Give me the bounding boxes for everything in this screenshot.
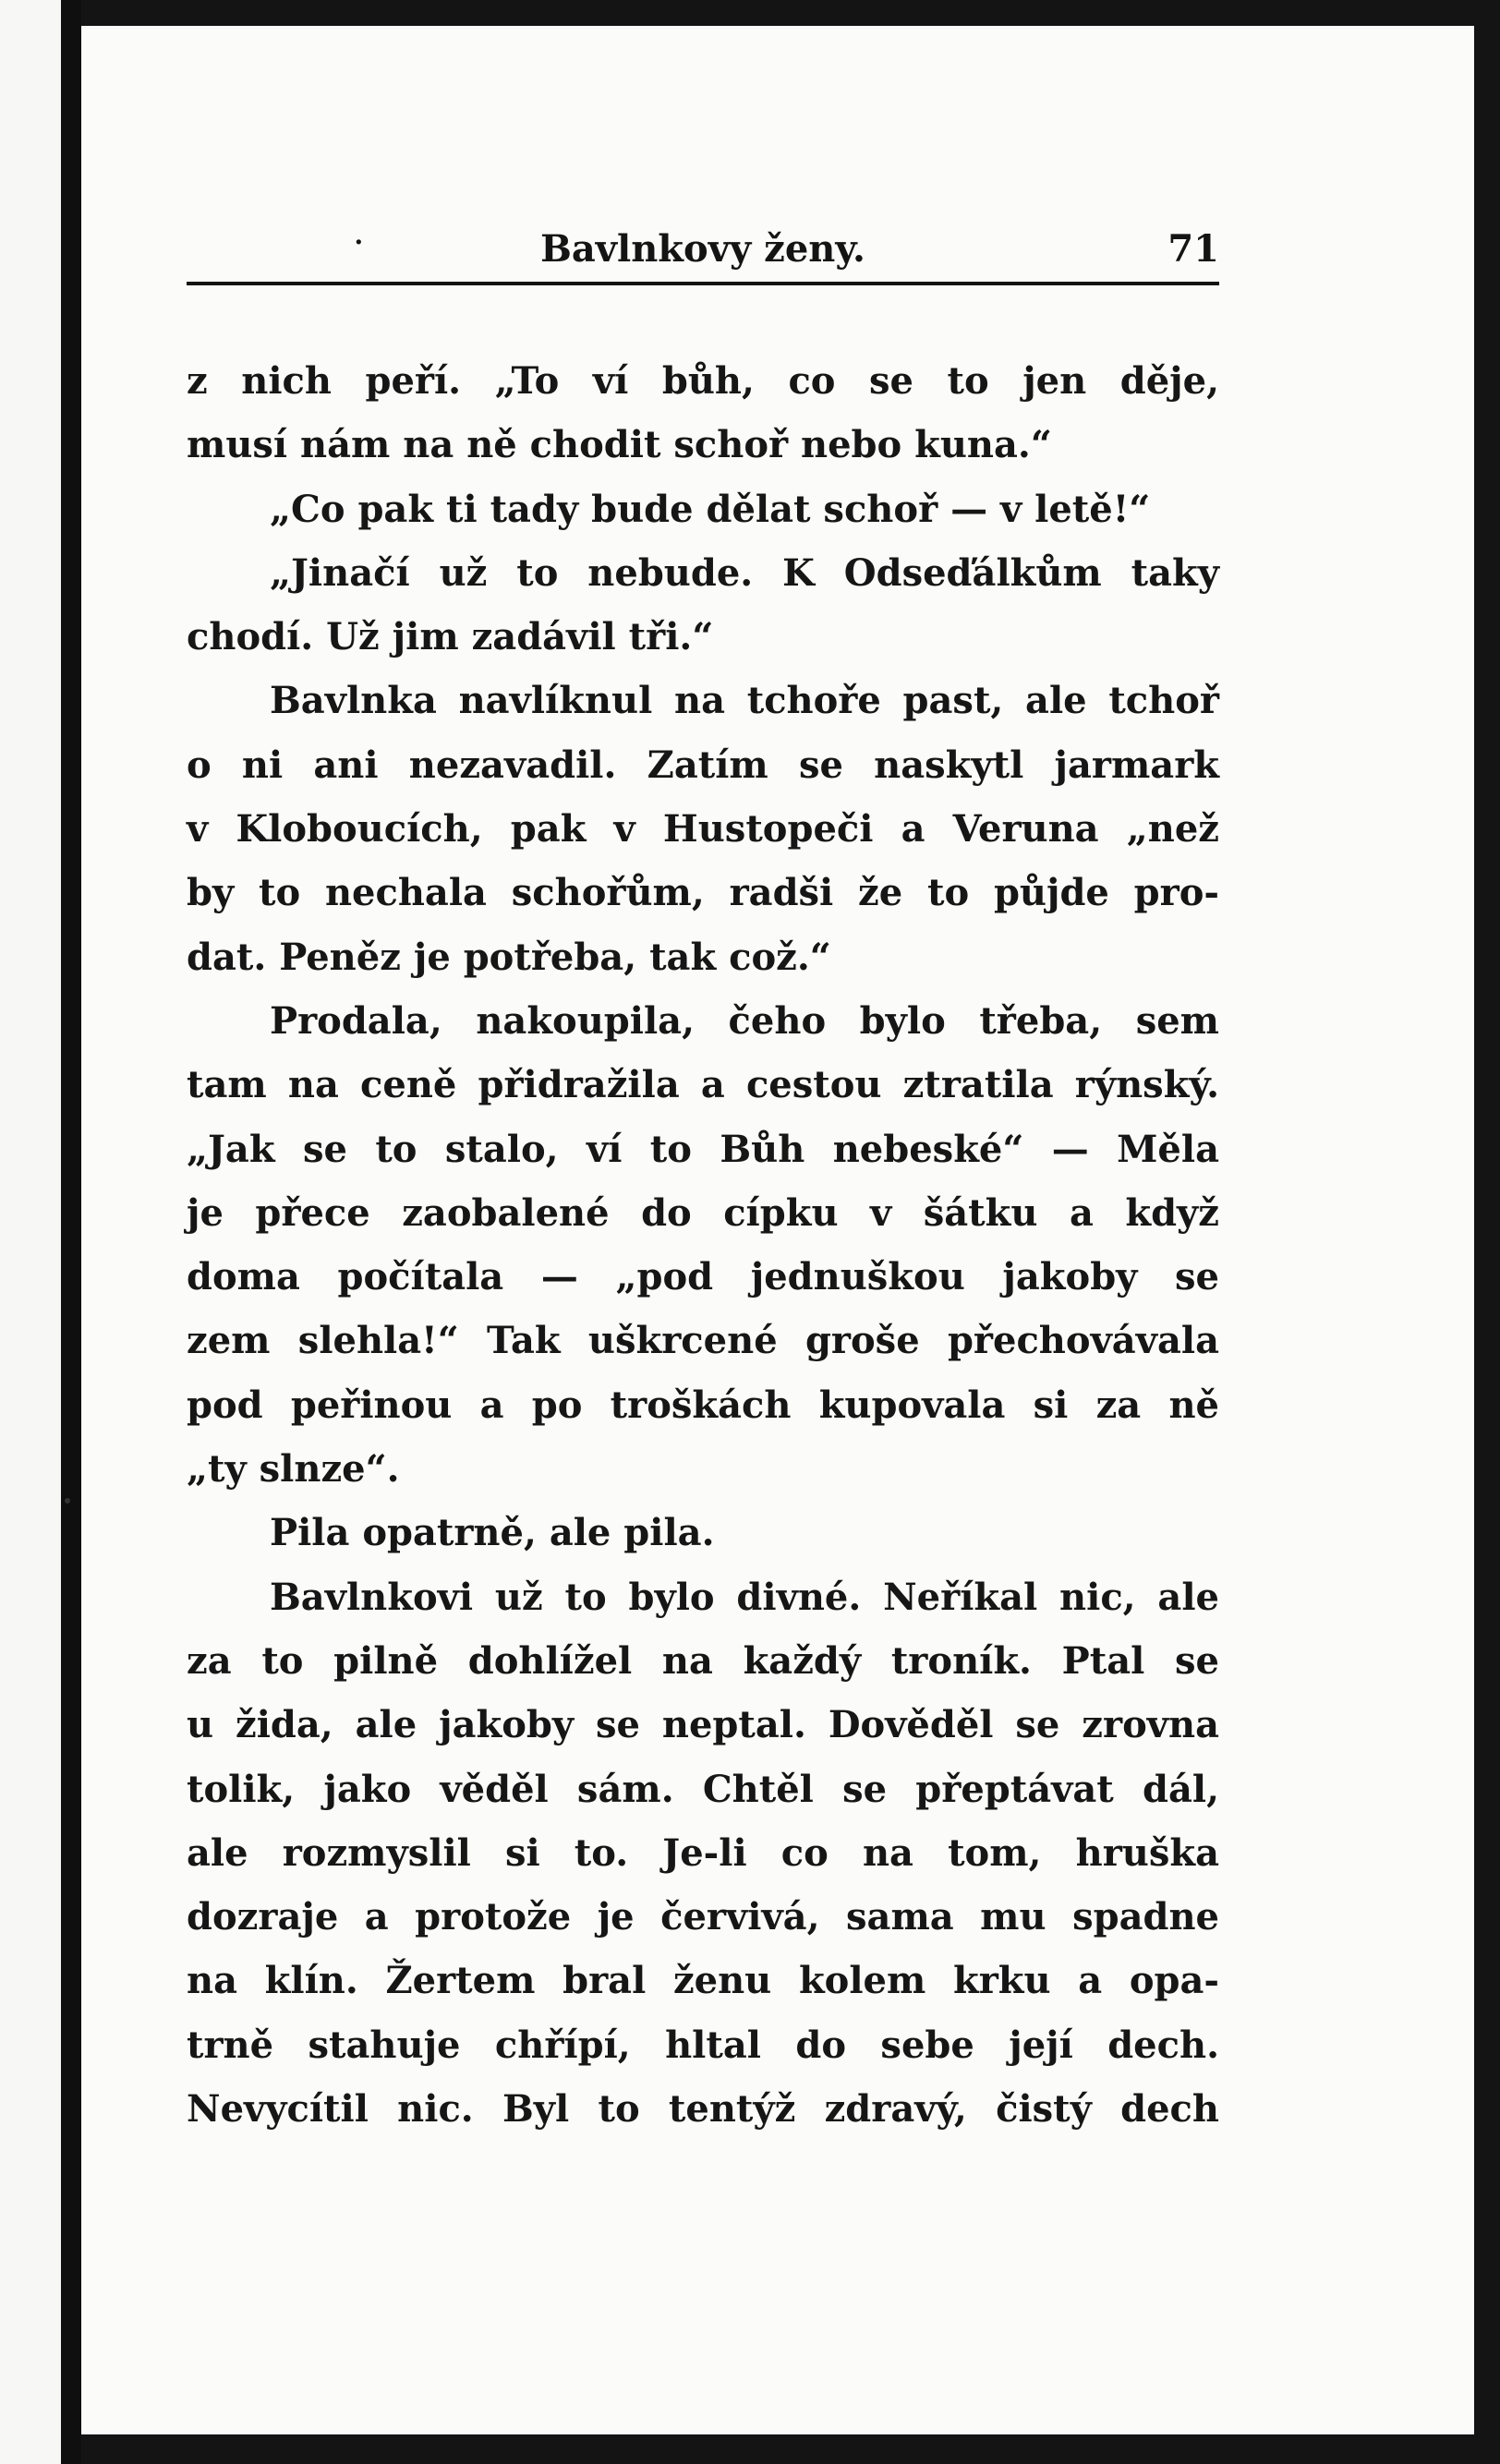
text-line: dozraje a protože je červivá, sama mu spadne	[187, 1895, 1219, 1939]
text-line: pod peřinou a po troškách kupovala si za ně	[187, 1383, 1219, 1427]
text-line: Pila opatrně, ale pila.	[270, 1511, 715, 1555]
text-line: Bavlnka navlíknul na tchoře past, ale tchoř	[270, 679, 1219, 723]
text-line: dat. Peněz je potřeba, tak což.“	[187, 935, 831, 979]
text-line: „Jak se to stalo, ví to Bůh nebeské“ — Měla	[187, 1127, 1219, 1171]
page-number: 71	[1167, 227, 1219, 271]
text-line: musí nám na ně chodit schoř nebo kuna.“	[187, 423, 1052, 467]
margin-speck	[65, 1498, 70, 1504]
text-line: „Jinačí už to nebude. K Odseďálkům taky	[270, 550, 1219, 595]
text-line: trně stahuje chřípí, hltal do sebe její dech.	[187, 2023, 1219, 2067]
text-line: chodí. Už jim zadávil tři.“	[187, 615, 714, 659]
text-line: za to pilně dohlížel na každý troník. Ptal se	[187, 1638, 1219, 1683]
text-line: zem slehla!“ Tak uškrcené groše přechovávala	[187, 1319, 1219, 1363]
text-line: „Co pak ti tady bude dělat schoř — v letě!“	[270, 487, 1151, 531]
body-text	[187, 349, 1219, 2141]
text-line: „ty slnze“.	[187, 1447, 400, 1492]
running-header	[187, 218, 1219, 283]
text-line: Prodala, nakoupila, čeho bylo třeba, sem	[270, 998, 1219, 1043]
text-line: Nevycítil nic. Byl to tentýž zdravý, čistý dech	[187, 2087, 1219, 2132]
header-ornament: ·	[353, 222, 365, 264]
text-line: z nich peří. „To ví bůh, co se to jen děje,	[187, 359, 1219, 403]
text-line: by to nechala schořům, radši že to půjde pro-	[187, 871, 1219, 915]
text-line: u žida, ale jakoby se neptal. Dověděl se zrovna	[187, 1703, 1219, 1747]
text-line: tam na ceně přidražila a cestou ztratila rýnský.	[187, 1063, 1219, 1107]
adjacent-page-edge	[0, 0, 61, 2464]
text-line: v Kloboucích, pak v Hustopeči a Veruna „než	[187, 807, 1219, 852]
text-line: na klín. Žertem bral ženu kolem krku a opa-	[187, 1959, 1219, 2003]
running-title: Bavlnkovy ženy.	[540, 227, 865, 271]
text-line: ale rozmyslil si to. Je-li co na tom, hruška	[187, 1830, 1219, 1875]
text-line: tolik, jako věděl sám. Chtěl se přeptávat dál,	[187, 1767, 1219, 1811]
text-line: je přece zaobalené do cípku v šátku a když	[187, 1190, 1219, 1235]
page-gutter-shadow	[61, 0, 81, 2464]
text-line: doma počítala — „pod jednuškou jakoby se	[187, 1255, 1219, 1299]
header-rule	[187, 282, 1219, 285]
text-line: o ni ani nezavadil. Zatím se naskytl jarmark	[187, 743, 1219, 787]
text-line: Bavlnkovi už to bylo divné. Neříkal nic, ale	[270, 1575, 1219, 1619]
